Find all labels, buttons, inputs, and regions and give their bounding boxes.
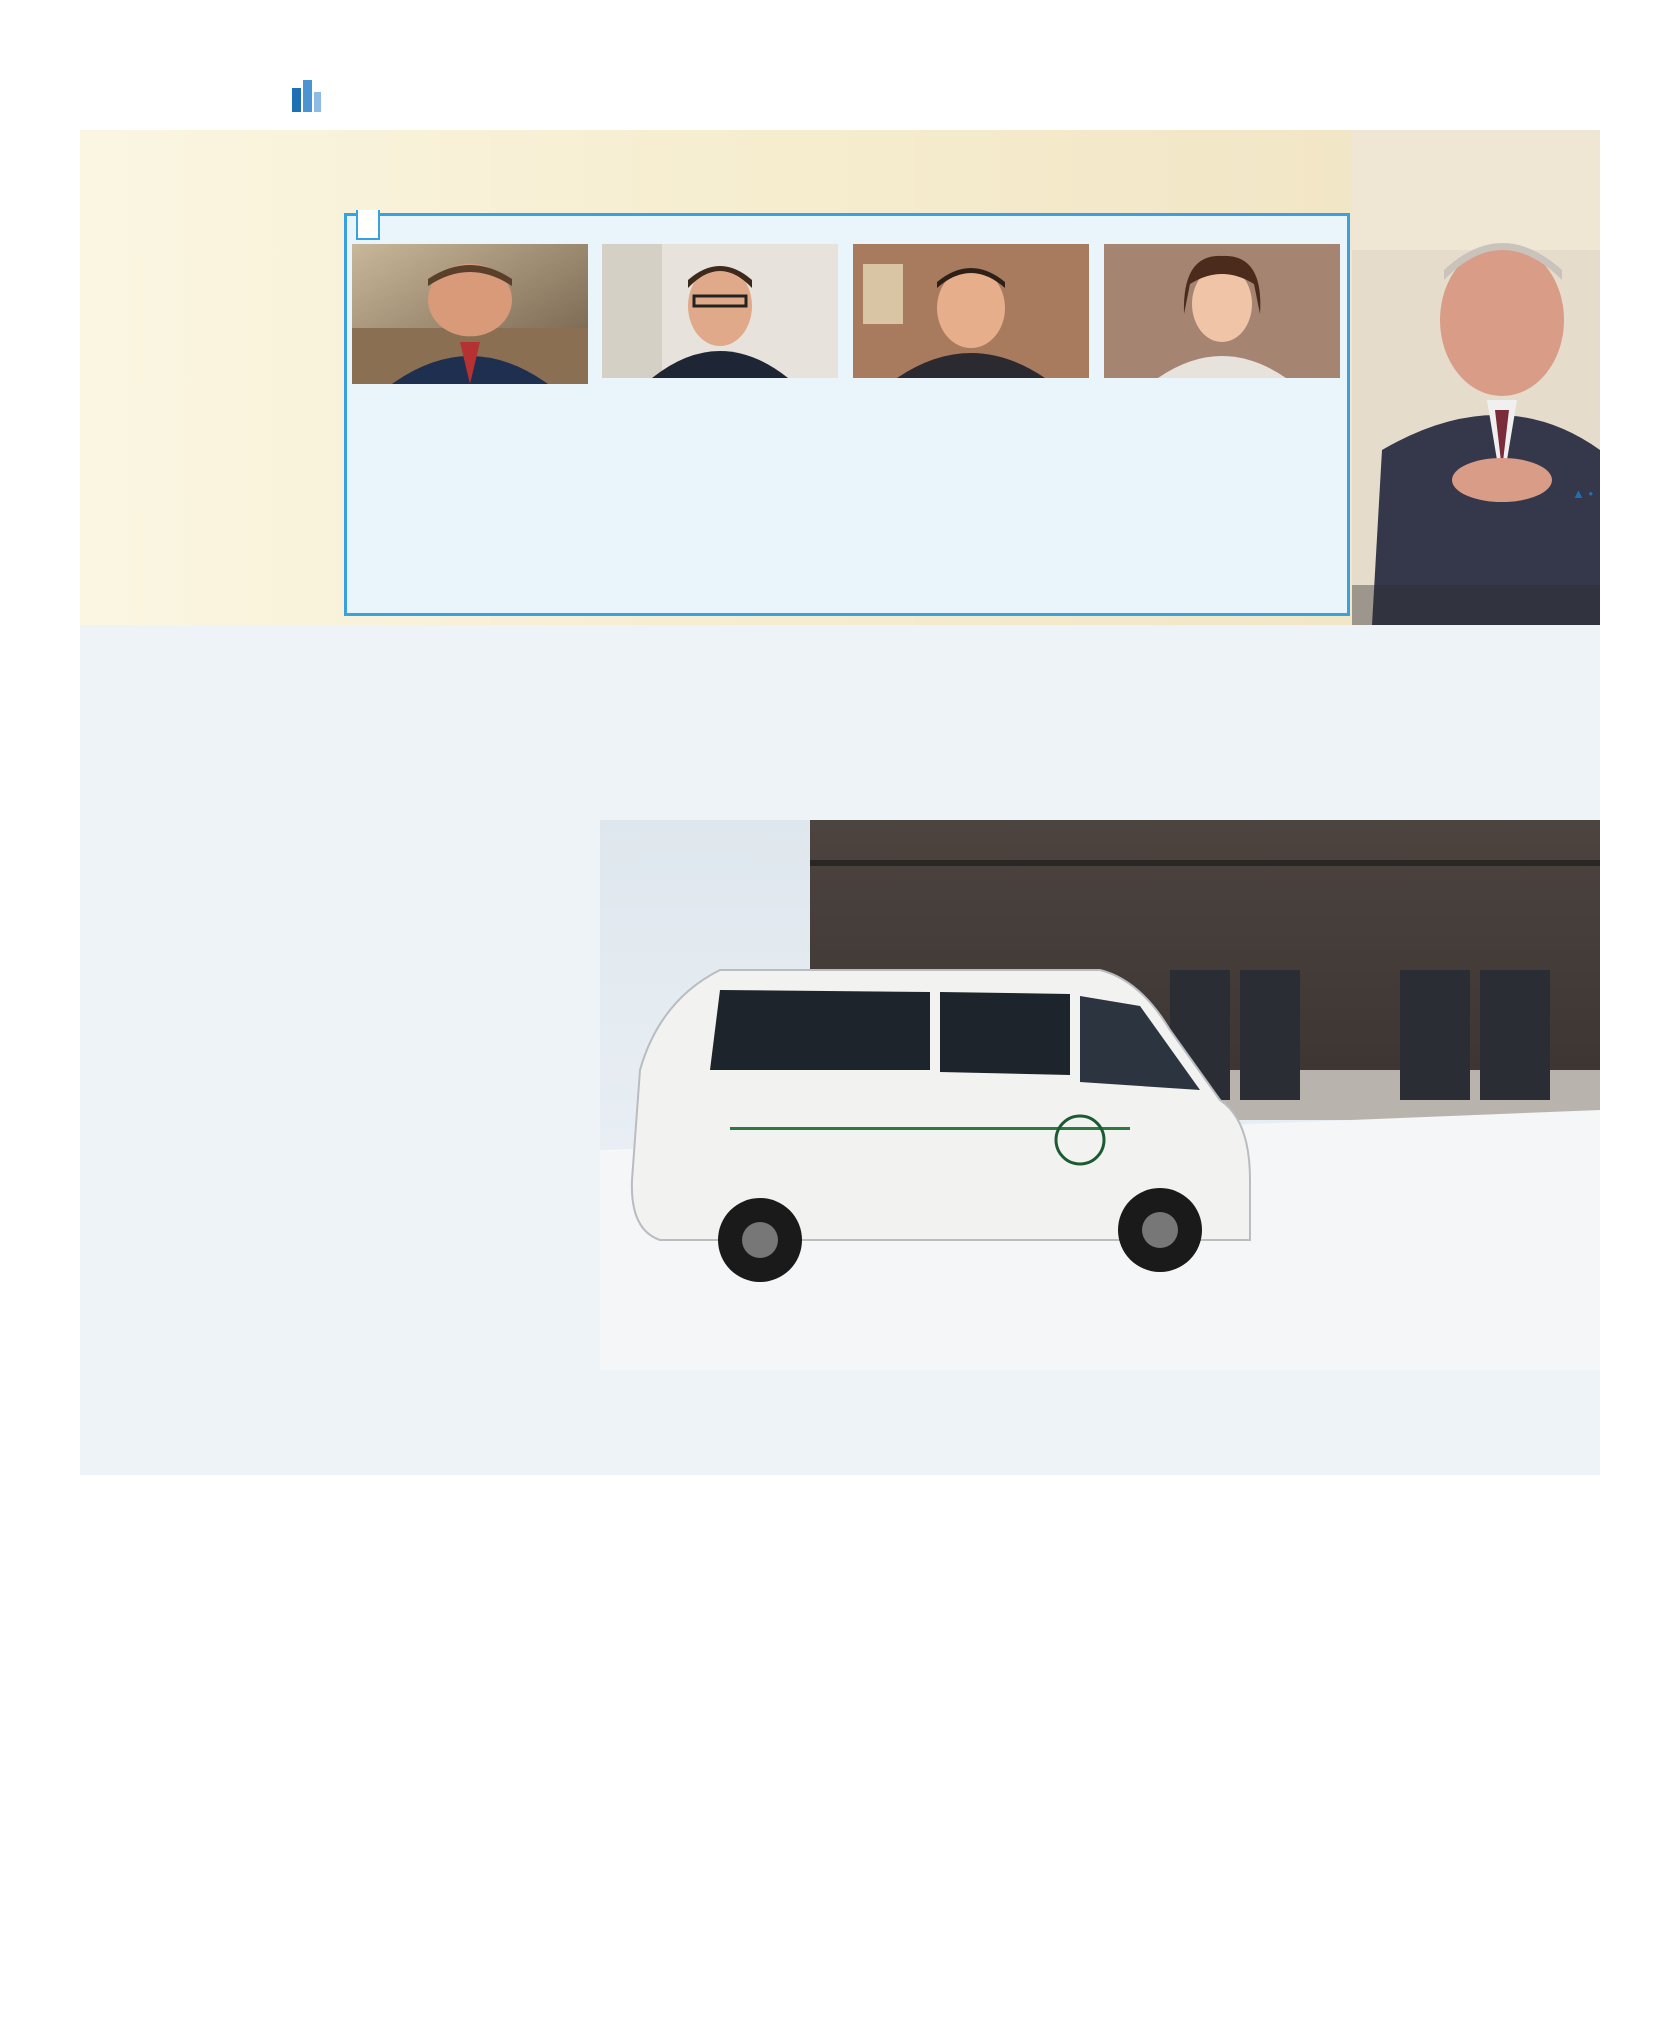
crematorium-photo xyxy=(600,820,1600,1370)
portrait-photo xyxy=(602,244,838,378)
mayor-photo xyxy=(1352,130,1600,625)
newspaper-logo[interactable] xyxy=(120,72,330,127)
caret-up-icon: ▲ xyxy=(1571,486,1585,501)
opinion-card xyxy=(1100,240,1344,612)
opinion-card xyxy=(598,240,842,612)
opinion-card xyxy=(849,240,1093,612)
opinion-card xyxy=(348,240,592,612)
opinion-text xyxy=(354,445,586,447)
portrait-photo xyxy=(352,244,588,384)
buildings-icon xyxy=(290,78,322,114)
bullet-icon: • xyxy=(1588,486,1593,501)
mayor-photo-caption xyxy=(1355,486,1593,502)
opinions-title xyxy=(356,210,380,240)
article1-lead xyxy=(88,350,328,352)
opinion-text xyxy=(855,380,1087,382)
opinion-text xyxy=(1106,380,1338,382)
opinion-text xyxy=(604,380,836,382)
portrait-photo xyxy=(1104,244,1340,378)
portrait-photo xyxy=(853,244,1089,378)
